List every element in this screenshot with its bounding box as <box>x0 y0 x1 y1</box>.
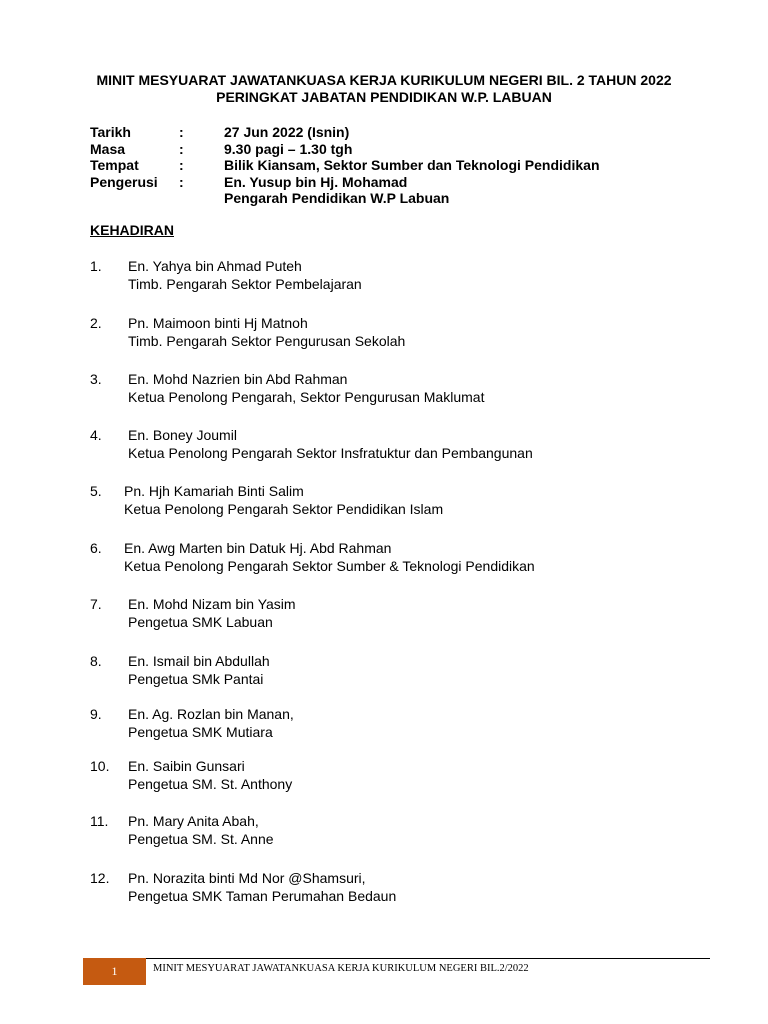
attendee-name: Pn. Maimoon binti Hj Matnoh <box>128 315 308 331</box>
item-number: 6. <box>90 540 102 556</box>
footer-divider <box>83 958 710 959</box>
item-number: 2. <box>90 315 102 331</box>
title-line-1: MINIT MESYUARAT JAWATANKUASA KERJA KURIKULUM NEGERI BIL. 2 TAHUN 2022 <box>96 72 672 88</box>
attendee-name: En. Yahya bin Ahmad Puteh <box>128 258 302 274</box>
title-line-2: PERINGKAT JABATAN PENDIDIKAN W.P. LABUAN <box>216 89 552 105</box>
meta-value: Bilik Kiansam, Sektor Sumber dan Teknologi Pendidikan <box>224 157 600 173</box>
item-info <box>128 257 362 293</box>
meta-colon: : <box>179 157 184 173</box>
page-number: 1 <box>83 958 146 985</box>
meta-colon: : <box>179 173 184 190</box>
item-number: 7. <box>90 596 102 612</box>
attendee-position: Pengetua SMK Taman Perumahan Bedaun <box>128 888 397 904</box>
meta-value: 27 Jun 2022 (Isnin) <box>224 124 350 140</box>
item-info <box>128 426 533 462</box>
attendee-position: Pengetua SM. St. Anne <box>128 831 274 847</box>
item-info <box>128 370 484 406</box>
item-number: 5. <box>90 483 102 499</box>
item-number: 10. <box>90 758 110 774</box>
footer-text: MINIT MESYUARAT JAWATANKUASA KERJA KURIKULUM NEGERI BIL.2/2022 <box>153 963 529 974</box>
attendee-name: En. Mohd Nizam bin Yasim <box>128 596 296 612</box>
attendee-position: Ketua Penolong Pengarah Sektor Insfratuktur dan Pembangunan <box>128 445 533 461</box>
item-number: 9. <box>90 706 102 722</box>
attendee-position: Timb. Pengarah Sektor Pembelajaran <box>128 276 362 292</box>
item-info <box>128 812 274 848</box>
meta-value: 9.30 pagi – 1.30 tgh <box>224 140 353 157</box>
item-number: 12. <box>90 870 110 886</box>
item-info <box>124 482 443 518</box>
attendee-position: Pengetua SMK Labuan <box>128 614 273 630</box>
item-number: 11. <box>90 813 109 829</box>
item-number: 8. <box>90 653 102 669</box>
attendee-name: En. Ag. Rozlan bin Manan, <box>128 706 294 722</box>
attendee-position: Ketua Penolong Pengarah Sektor Sumber & Teknologi Pendidikan <box>124 558 535 574</box>
item-info <box>128 869 396 905</box>
meta-colon: : <box>179 124 184 140</box>
meta-label: Tempat <box>90 157 139 173</box>
meta-label: Masa <box>90 140 126 157</box>
attendee-name: Pn. Hjh Kamariah Binti Salim <box>124 483 304 499</box>
item-number: 1. <box>90 258 102 274</box>
attendee-name: En. Saibin Gunsari <box>128 758 245 774</box>
attendee-position: Ketua Penolong Pengarah, Sektor Pengurusan Maklumat <box>128 389 485 405</box>
item-info <box>128 757 292 793</box>
meta-value: En. Yusup bin Hj. Mohamad <box>224 173 408 190</box>
item-info <box>124 539 535 575</box>
attendee-position: Timb. Pengarah Sektor Pengurusan Sekolah <box>128 333 406 349</box>
attendee-name: Pn. Norazita binti Md Nor @Shamsuri, <box>128 870 366 886</box>
section-heading-kehadiran: KEHADIRAN <box>90 222 174 238</box>
item-info <box>128 595 296 631</box>
attendee-position: Pengetua SM. St. Anthony <box>128 776 293 792</box>
document-title <box>0 72 768 106</box>
attendee-position: Pengetua SMk Pantai <box>128 671 264 687</box>
meta-label: Pengerusi <box>90 173 158 190</box>
item-info <box>128 705 294 741</box>
item-info <box>128 314 405 350</box>
attendee-name: Pn. Mary Anita Abah, <box>128 813 259 829</box>
attendee-name: En. Boney Joumil <box>128 427 237 443</box>
meta-colon: : <box>179 140 184 157</box>
item-number: 4. <box>90 427 102 443</box>
attendee-position: Ketua Penolong Pengarah Sektor Pendidikan Islam <box>124 501 444 517</box>
attendee-name: En. Ismail bin Abdullah <box>128 653 270 669</box>
meta-value: Pengarah Pendidikan W.P Labuan <box>224 190 450 206</box>
item-info <box>128 652 270 688</box>
attendee-position: Pengetua SMK Mutiara <box>128 724 273 740</box>
attendee-name: En. Awg Marten bin Datuk Hj. Abd Rahman <box>124 540 392 556</box>
meta-label: Tarikh <box>90 124 131 140</box>
attendee-name: En. Mohd Nazrien bin Abd Rahman <box>128 371 348 387</box>
item-number: 3. <box>90 371 102 387</box>
